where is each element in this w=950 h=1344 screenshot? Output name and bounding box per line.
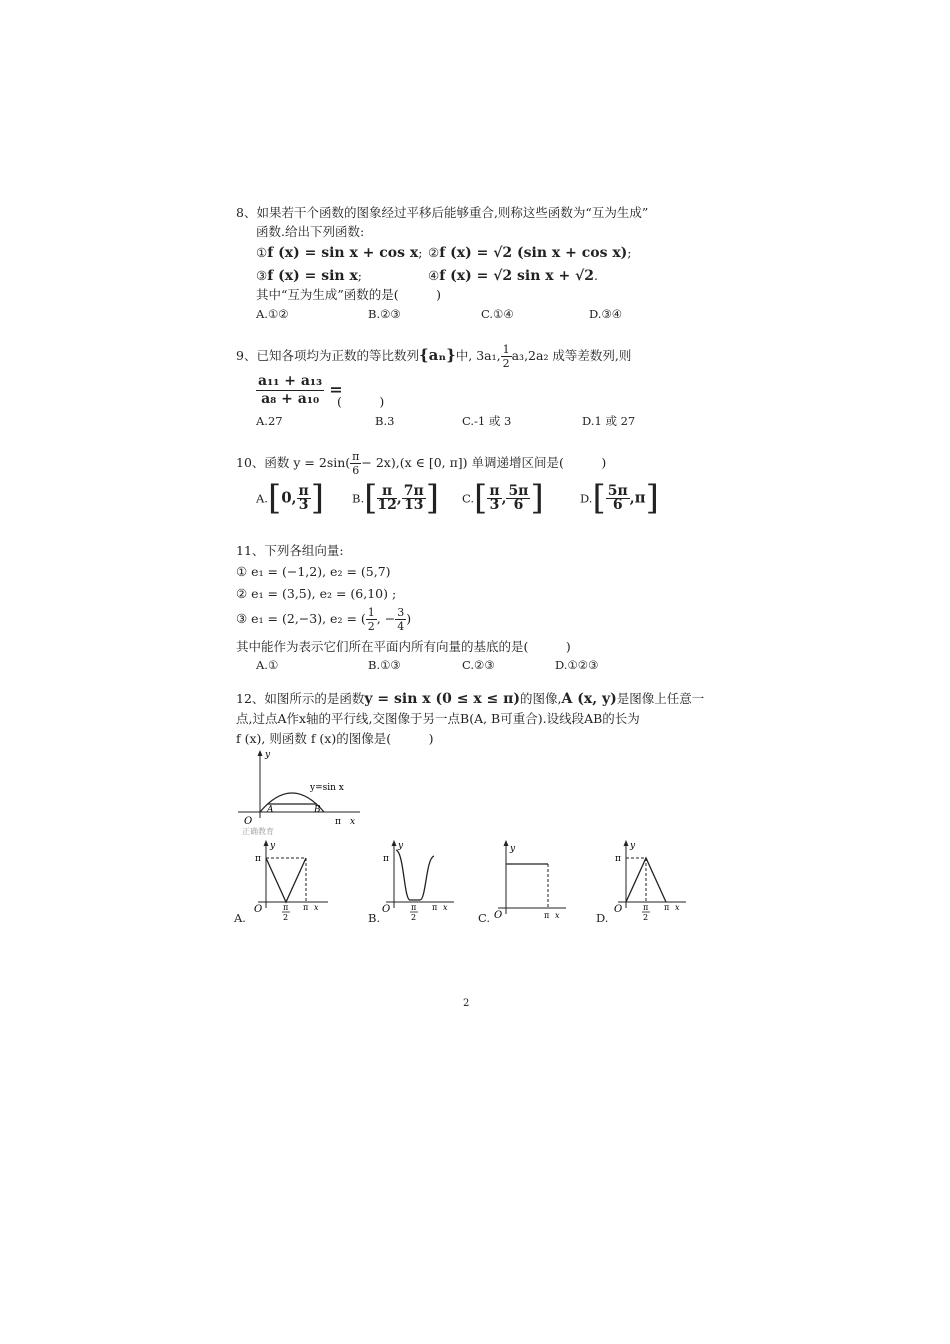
svg-text:π: π <box>383 854 389 864</box>
svg-text:π: π <box>411 903 417 912</box>
q12-option-c[interactable]: y O π x C. <box>476 838 576 928</box>
q11-vectors-2: ② e₁ = (3,5), e₂ = (6,10) ; <box>236 586 397 601</box>
q11-option-b[interactable]: B.①③ <box>368 658 401 672</box>
svg-text:π: π <box>255 854 261 864</box>
q8-intro-line2: 函数.给出下列函数: <box>256 224 365 239</box>
ref-watermark: 正确教育 <box>242 827 274 836</box>
q12-option-b[interactable]: y π O π 2 π x B. <box>366 838 466 928</box>
q11-question: 其中能作为表示它们所在平面内所有向量的基底的是( ) <box>236 639 571 654</box>
q10-stem: 10、函数 y = 2sin( $\frac{\pi}{6}$ − 2x),(x ∈ [0, π]) 单调递增区间是( ) <box>236 450 607 477</box>
q12-graph-c <box>476 838 576 928</box>
q10-option-a[interactable]: A.[0, $\frac{\pi}{3}$ ] <box>256 478 325 518</box>
svg-text:x: x <box>443 903 448 912</box>
q9-ratio <box>256 373 343 408</box>
ref-x-label: x <box>350 817 356 827</box>
q8-f4-expr: f (x) = √2 sin x + √2 <box>439 268 595 284</box>
q9-option-b[interactable]: B.3 <box>375 414 395 428</box>
q8-f1-expr: f (x) = sin x + cos x <box>267 245 419 261</box>
q12-graph-a <box>232 838 332 928</box>
q11-vectors-3: ③ e₁ = (2,−3), e₂ = ( $\frac{1}{2}$ , − $\frac{3}{4}$ ) <box>236 606 412 633</box>
svg-text:π: π <box>283 903 289 912</box>
svg-text:O: O <box>494 910 503 921</box>
q8-function-3: ③f (x) = sin x; <box>256 268 363 284</box>
svg-text:π: π <box>664 903 670 912</box>
q9-stem <box>236 343 631 370</box>
svg-text:π: π <box>303 903 309 912</box>
q10-option-d[interactable]: D.[ $\frac{5\pi}{6}$ ,π] <box>580 478 659 518</box>
q8-function-4: ④f (x) = √2 sin x + √2. <box>428 268 599 284</box>
svg-text:O: O <box>382 904 391 915</box>
q9-sequence: {aₙ} <box>418 346 456 364</box>
ref-origin: O <box>244 816 253 827</box>
svg-text:π: π <box>432 903 438 912</box>
ref-y-arrow <box>258 750 263 756</box>
ref-point-a: A <box>267 805 274 815</box>
q12-option-a[interactable]: y π O π 2 π x A. <box>232 838 332 928</box>
q8-f2-expr: f (x) = √2 (sin x + cos x) <box>439 245 628 261</box>
q9-stem-a: 9、已知各项均为正数的等比数列 <box>236 348 419 363</box>
q8-f3-mark: ③ <box>256 268 268 283</box>
q9-stem-b: 中, 3a₁, <box>455 348 501 363</box>
q9-paren: ( ) <box>337 394 385 409</box>
q9-option-d[interactable]: D.1 或 27 <box>582 414 636 428</box>
q12-stem-line3: f (x), 则函数 f (x)的图像是( ) <box>236 731 434 746</box>
q9-half-fraction: $\frac{1}{2}$ <box>502 343 510 370</box>
svg-text:y: y <box>398 841 404 851</box>
q12-stem-line1: 12、如图所示的是函数y = sin x (0 ≤ x ≤ π)的图像,A (x, y)是图像上任意一 <box>236 691 705 707</box>
q8-intro-line1: 8、如果若干个函数的图象经过平移后能够重合,则称这些函数为“互为生成” <box>236 205 649 220</box>
svg-text:2: 2 <box>411 913 417 922</box>
q11-option-c[interactable]: C.②③ <box>462 658 495 672</box>
ref-y-label: y <box>265 750 271 760</box>
q8-f1-mark: ① <box>256 245 268 260</box>
svg-text:π: π <box>544 911 550 920</box>
q8-f4-mark: ④ <box>428 268 440 283</box>
svg-text:x: x <box>555 911 560 920</box>
svg-text:x: x <box>314 903 319 912</box>
svg-text:π: π <box>643 903 649 912</box>
graph-b-curve <box>396 850 434 900</box>
q8-question: 其中“互为生成”函数的是( ) <box>256 287 442 302</box>
q9-stem-c: a₃,2a₂ 成等差数列,则 <box>511 348 632 363</box>
q12-graph-b <box>366 838 466 928</box>
svg-text:O: O <box>254 904 263 915</box>
svg-text:y: y <box>270 841 276 851</box>
svg-text:y: y <box>630 841 636 851</box>
q10-pi-over-6: $\frac{\pi}{6}$ <box>352 450 360 477</box>
q8-f2-mark: ② <box>428 245 440 260</box>
q11-option-d[interactable]: D.①②③ <box>555 658 599 672</box>
ref-curve-label: y=sin x <box>310 783 344 793</box>
q8-option-a[interactable]: A.①② <box>256 307 289 321</box>
svg-text:x: x <box>675 903 680 912</box>
q9-ratio-fraction: $\frac{\text{a₁₁ + a₁₃}}{\text{a₈ + a₁₀}}$ <box>258 373 323 407</box>
q10-option-b[interactable]: B.[ $\frac{\pi}{12}$ , $\frac{7\pi}{13}$ ] <box>352 478 439 518</box>
page-number: 2 <box>463 998 470 1009</box>
svg-text:y: y <box>510 844 516 854</box>
graph-a-line <box>266 858 306 902</box>
q12-option-d[interactable]: y π O π 2 π x D. <box>594 838 694 928</box>
q11-option-a[interactable]: A.① <box>256 658 279 672</box>
svg-text:2: 2 <box>643 913 649 922</box>
q12-graph-d <box>594 838 694 928</box>
q11-vectors-1: ① e₁ = (−1,2), e₂ = (5,7) <box>236 564 391 579</box>
ref-pi-label: π <box>335 817 341 827</box>
ref-point-b: B <box>314 805 321 815</box>
q8-option-d[interactable]: D.③④ <box>589 307 623 321</box>
q8-option-c[interactable]: C.①④ <box>481 307 514 321</box>
q9-equals: = <box>329 380 343 399</box>
q8-f3-expr: f (x) = sin x <box>267 268 358 284</box>
q11-stem: 11、下列各组向量: <box>236 543 344 558</box>
q8-option-b[interactable]: B.②③ <box>368 307 401 321</box>
svg-text:π: π <box>615 854 621 864</box>
q8-function-2: ②f (x) = √2 (sin x + cos x); <box>428 245 632 261</box>
svg-text:2: 2 <box>283 913 289 922</box>
q9-option-a[interactable]: A.27 <box>256 414 283 428</box>
svg-text:O: O <box>614 904 623 915</box>
q12-reference-figure <box>232 746 366 838</box>
q12-stem-line2: 点,过点A作x轴的平行线,交图像于另一点B(A, B可重合).设线段AB的长为 <box>236 711 640 726</box>
q10-option-c[interactable]: C.[ $\frac{\pi}{3}$ , $\frac{5\pi}{6}$ ] <box>462 478 544 518</box>
q8-function-1: ①f (x) = sin x + cos x; <box>256 245 423 261</box>
q9-option-c[interactable]: C.-1 或 3 <box>462 414 512 428</box>
